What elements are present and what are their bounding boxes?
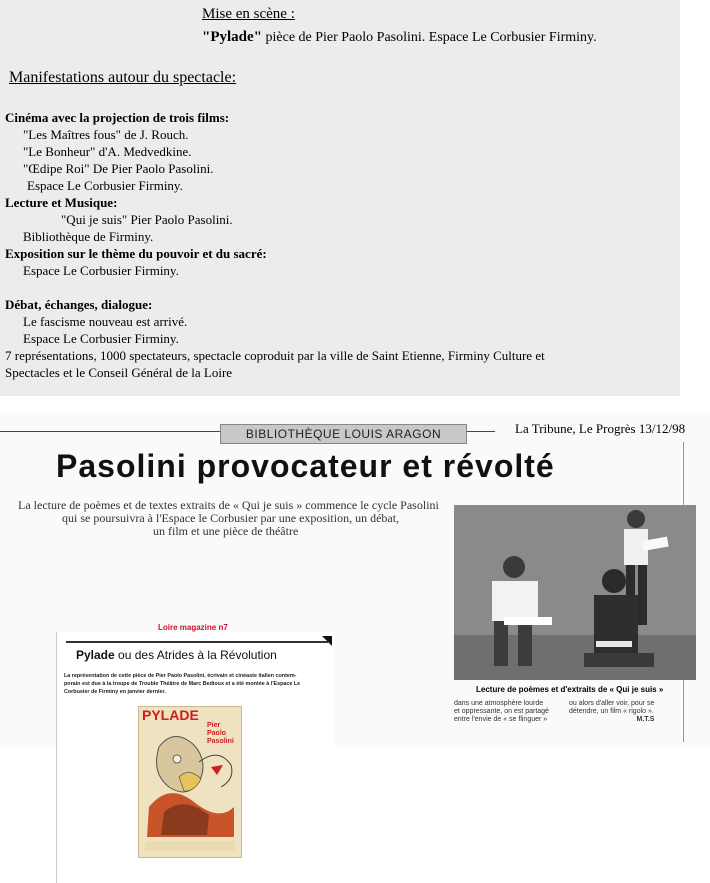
- magazine-name: Loire magazine n7: [158, 623, 228, 632]
- col2-line: détendre, un film « rigolo ».: [569, 708, 654, 715]
- photo-caption: Lecture de poèmes et d'extraits de « Qui je suis »: [476, 685, 664, 694]
- magazine-title-bold: Pylade: [76, 648, 115, 662]
- column-1-text: [454, 700, 549, 724]
- list-item: "Le Bonheur" d'A. Medvedkine.: [23, 144, 192, 159]
- author-initials: M.T.S: [636, 716, 655, 723]
- list-item: Espace Le Corbusier Firminy.: [23, 263, 179, 278]
- staging-label: Mise en scène :: [202, 6, 295, 22]
- list-item: Bibliothèque de Firminy.: [23, 229, 154, 244]
- column-2-text: [569, 700, 654, 724]
- magazine-body-line: Corbusier de Firminy en janvier dernier.: [64, 689, 166, 695]
- list-item: Le fascisme nouveau est arrivé.: [23, 314, 188, 329]
- col2-line: ou alors d'aller voir, pour se: [569, 700, 655, 707]
- headline: Pasolini provocateur et révolté: [56, 448, 555, 484]
- magazine-rule: [66, 641, 328, 643]
- magazine-body-line: porain est due à la troupe de Trouble Théâtre de Marc Bedioux et a été montée à l'Espace Le: [64, 681, 301, 687]
- col1-line: et oppressante, on est partagé: [454, 708, 549, 715]
- magazine-title: [76, 648, 277, 662]
- poster-author: [207, 722, 234, 746]
- section-heading: Débat, échanges, dialogue:: [5, 297, 153, 312]
- section-heading: Lecture et Musique:: [5, 195, 118, 210]
- magazine-body-line: La représentation de cette pièce de Pier Paolo Pasolini, écrivain et cinéaste italien contem-: [64, 673, 297, 679]
- source-citation: La Tribune, Le Progrès 13/12/98: [515, 421, 686, 436]
- poster-author-line: Paolo: [207, 730, 227, 737]
- lead-line-3: un film et une pièce de théâtre: [153, 524, 299, 538]
- rule-right: [465, 431, 495, 432]
- list-item: "Œdipe Roi" De Pier Paolo Pasolini.: [23, 161, 214, 176]
- col1-line: entre l'envie de « se flinguer »: [454, 716, 548, 723]
- section-tag: BIBLIOTHÈQUE LOUIS ARAGON: [220, 424, 467, 444]
- summary-line-2: Spectacles et le Conseil Général de la Loire: [5, 365, 233, 380]
- poster-author-line: Pasolini: [207, 738, 234, 745]
- list-item: Espace Le Corbusier Firminy.: [23, 331, 179, 346]
- magazine-title-rest: ou des Atrides à la Révolution: [114, 648, 277, 662]
- poster-title: PYLADE: [142, 707, 199, 723]
- section-heading: Cinéma avec la projection de trois films:: [5, 110, 230, 125]
- play-line: [202, 29, 597, 46]
- lead-line-1: La lecture de poèmes et de textes extraits de « Qui je suis » commence le cycle Pasolini: [18, 498, 439, 512]
- magazine-body: [64, 672, 300, 696]
- photo-image: [454, 505, 696, 680]
- col1-line: dans une atmosphère lourde: [454, 700, 544, 707]
- poster-author-line: Pier: [207, 722, 221, 729]
- section-heading: Exposition sur le thème du pouvoir et du sacré:: [5, 246, 267, 261]
- list-item: "Les Maîtres fous" de J. Rouch.: [23, 127, 189, 142]
- manifestations-heading: Manifestations autour du spectacle:: [9, 69, 237, 86]
- reading-photo: [454, 505, 696, 680]
- rule-left: [0, 431, 220, 432]
- list-item: Espace Le Corbusier Firminy.: [27, 178, 183, 193]
- list-item: "Qui je suis" Pier Paolo Pasolini.: [61, 212, 233, 227]
- summary-line-1: 7 représentations, 1000 spectateurs, spectacle coproduit par la ville de Saint Etienne, Firminy Culture et: [5, 348, 545, 363]
- play-title: "Pylade": [202, 29, 262, 45]
- lead-line-2: qui se poursuivra à l'Espace le Corbusier par une exposition, un débat,: [62, 511, 400, 525]
- play-description: pièce de Pier Paolo Pasolini. Espace Le Corbusier Firminy.: [262, 30, 597, 45]
